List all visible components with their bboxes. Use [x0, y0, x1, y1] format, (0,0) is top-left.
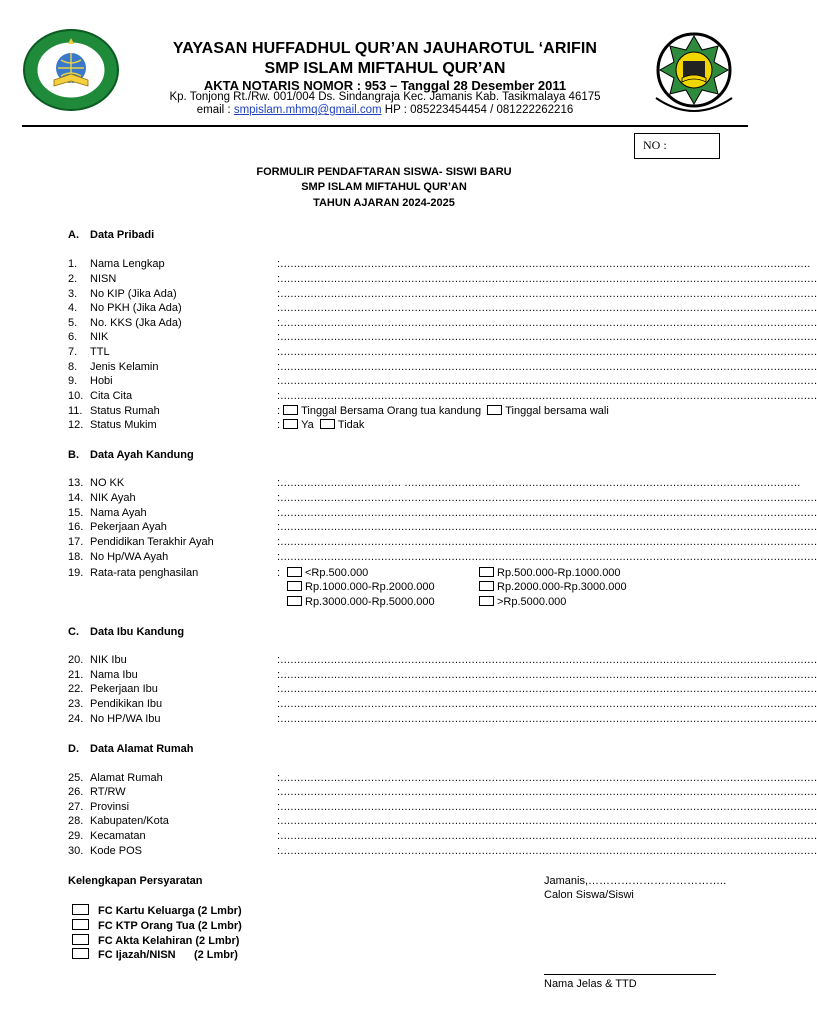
form-title: FORMULIR PENDAFTARAN SISWA- SISWI BARU [256, 166, 512, 178]
field-input-3[interactable]: :................................................................................................................................................................ [277, 288, 817, 300]
field-input-30[interactable]: :................................................................................................................................................................ [277, 845, 817, 857]
foundation-name: YAYASAN HUFFADHUL QUR’AN JAUHAROTUL ‘ARIFIN [172, 40, 598, 57]
phone-numbers: HP : 085223454454 / 081222262216 [381, 104, 574, 116]
field-label-4: 4. No PKH (Jika Ada) [68, 302, 182, 314]
penghasilan-option-3[interactable]: Rp.1000.000-Rp.2000.000 [287, 581, 435, 593]
email-label: email : [196, 104, 234, 116]
section-c-heading: C. Data Ibu Kandung [68, 626, 185, 638]
penghasilan-option-2[interactable]: Rp.500.000-Rp.1000.000 [479, 567, 621, 579]
field-input-13[interactable]: :.................................... ...................................................................................................................... [277, 477, 801, 489]
status-mukim-options: : Ya Tidak [277, 419, 365, 431]
field-input-26[interactable]: :................................................................................................................................................................ [277, 786, 817, 798]
notary-deed: AKTA NOTARIS NOMOR : 953 – Tanggal 28 Desember 2011 [203, 78, 567, 93]
field-label-24: 24. No HP/WA Ibu [68, 713, 161, 725]
field-input-1[interactable]: :.............................................................................................................................................................. [277, 258, 811, 270]
field-label-14: 14. NIK Ayah [68, 492, 136, 504]
field-label-6: 6. NIK [68, 331, 109, 343]
field-input-7[interactable]: :................................................................................................................................................................ [277, 346, 817, 358]
field-input-14[interactable]: :................................................................................................................................................................ [277, 492, 817, 504]
field-input-8[interactable]: :................................................................................................................................................................ [277, 361, 817, 373]
contact-line [130, 104, 640, 116]
field-label-1: 1. Nama Lengkap [68, 258, 165, 270]
field-label-20: 20. NIK Ibu [68, 654, 127, 666]
field-input-25[interactable]: :................................................................................................................................................................ [277, 772, 817, 784]
field-label-30: 30. Kode POS [68, 845, 142, 857]
field-input-21[interactable]: :................................................................................................................................................................ [277, 669, 817, 681]
section-a-heading: A. Data Pribadi [68, 229, 155, 241]
signature-place-date[interactable]: Jamanis,……………………………….. [544, 875, 727, 887]
field-input-22[interactable]: :................................................................................................................................................................ [277, 683, 817, 695]
field-label-19: 19. Rata-rata penghasilan [68, 567, 199, 579]
field-label-27: 27. Provinsi [68, 801, 130, 813]
field-input-27[interactable]: :................................................................................................................................................................ [277, 801, 817, 813]
checkbox-mukim-tidak[interactable] [320, 419, 335, 429]
field-input-5[interactable]: :................................................................................................................................................................ [277, 317, 817, 329]
field-label-11: 11. Status Rumah [68, 405, 160, 417]
field-label-22: 22. Pekerjaan Ibu [68, 683, 158, 695]
field-input-6[interactable]: :................................................................................................................................................................ [277, 331, 817, 343]
status-rumah-options: : Tinggal Bersama Orang tua kandung Tinggal bersama wali [277, 405, 609, 417]
field-label-10: 10. Cita Cita [68, 390, 133, 402]
header-divider [22, 125, 748, 127]
field-input-23[interactable]: :................................................................................................................................................................ [277, 698, 817, 710]
section-b-heading: B. Data Ayah Kandung [68, 449, 194, 461]
field-label-25: 25. Alamat Rumah [68, 772, 163, 784]
field-label-5: 5. No. KKS (Jka Ada) [68, 317, 182, 329]
registration-number-box[interactable]: NO : [634, 133, 720, 159]
requirements-heading: Kelengkapan Persyaratan [68, 875, 203, 887]
field-input-24[interactable]: :................................................................................................................................................................ [277, 713, 817, 725]
school-logo [22, 28, 120, 112]
penghasilan-option-4[interactable]: Rp.2000.000-Rp.3000.000 [479, 581, 627, 593]
field-input-28[interactable]: :................................................................................................................................................................ [277, 815, 817, 827]
field-label-28: 28. Kabupaten/Kota [68, 815, 169, 827]
signature-name-label: Nama Jelas & TTD [544, 978, 637, 990]
field-input-2[interactable]: :................................................................................................................................................................ [277, 273, 817, 285]
field-label-29: 29. Kecamatan [68, 830, 146, 842]
field-label-12: 12. Status Mukim [68, 419, 157, 431]
penghasilan-colon: : [277, 567, 281, 579]
requirement-akta-kelahiran[interactable]: FC Akta Kelahiran (2 Lmbr) [72, 934, 239, 947]
field-label-17: 17. Pendidikan Terakhir Ayah [68, 536, 214, 548]
form-year: TAHUN AJARAN 2024-2025 [313, 197, 455, 209]
signature-line[interactable] [544, 974, 716, 975]
field-input-9[interactable]: :................................................................................................................................................................ [277, 375, 817, 387]
field-input-16[interactable]: :................................................................................................................................................................ [277, 521, 817, 533]
field-label-9: 9. Hobi [68, 375, 113, 387]
field-label-8: 8. Jenis Kelamin [68, 361, 159, 373]
penghasilan-option-1[interactable]: <Rp.500.000 [287, 567, 368, 579]
section-d-heading: D. Data Alamat Rumah [68, 743, 194, 755]
email-link[interactable]: smpislam.mhmq@gmail.com [233, 104, 382, 116]
letterhead [0, 0, 768, 130]
foundation-logo [642, 28, 746, 120]
field-input-17[interactable]: :................................................................................................................................................................ [277, 536, 817, 548]
field-label-15: 15. Nama Ayah [68, 507, 147, 519]
field-label-26: 26. RT/RW [68, 786, 126, 798]
field-label-2: 2. NISN [68, 273, 117, 285]
penghasilan-option-5[interactable]: Rp.3000.000-Rp.5000.000 [287, 596, 435, 608]
requirement-ktp-orang-tua[interactable]: FC KTP Orang Tua (2 Lmbr) [72, 919, 242, 932]
signature-role: Calon Siswa/Siswi [544, 889, 634, 901]
requirement-kartu-keluarga[interactable]: FC Kartu Keluarga (2 Lmbr) [72, 904, 242, 917]
checkbox-tinggal-wali[interactable] [487, 405, 502, 415]
field-label-3: 3. No KIP (Jika Ada) [68, 288, 177, 300]
field-input-15[interactable]: :................................................................................................................................................................ [277, 507, 817, 519]
penghasilan-option-6[interactable]: >Rp.5000.000 [479, 596, 566, 608]
field-label-18: 18. No Hp/WA Ayah [68, 551, 169, 563]
form-school: SMP ISLAM MIFTAHUL QUR’AN [301, 181, 467, 193]
school-address: Kp. Tonjong Rt./Rw. 001/004 Ds. Sindangraja Kec. Jamanis Kab. Tasikmalaya 46175 [169, 91, 601, 103]
field-label-23: 23. Pendikikan Ibu [68, 698, 163, 710]
field-input-29[interactable]: :................................................................................................................................................................ [277, 830, 817, 842]
field-label-16: 16. Pekerjaan Ayah [68, 521, 167, 533]
checkbox-mukim-ya[interactable] [283, 419, 298, 429]
field-input-4[interactable]: :................................................................................................................................................................ [277, 302, 817, 314]
field-label-13: 13. NO KK [68, 477, 125, 489]
school-name: SMP ISLAM MIFTAHUL QUR’AN [264, 60, 506, 77]
field-input-18[interactable]: :................................................................................................................................................................ [277, 551, 817, 563]
field-label-21: 21. Nama Ibu [68, 669, 138, 681]
checkbox-tinggal-orang-tua[interactable] [283, 405, 298, 415]
requirement-ijazah-nisn[interactable]: FC Ijazah/NISN (2 Lmbr) [72, 948, 238, 961]
field-input-10[interactable]: :................................................................................................................................................................ [277, 390, 817, 402]
field-input-20[interactable]: :................................................................................................................................................................ [277, 654, 817, 666]
field-label-7: 7. TTL [68, 346, 110, 358]
